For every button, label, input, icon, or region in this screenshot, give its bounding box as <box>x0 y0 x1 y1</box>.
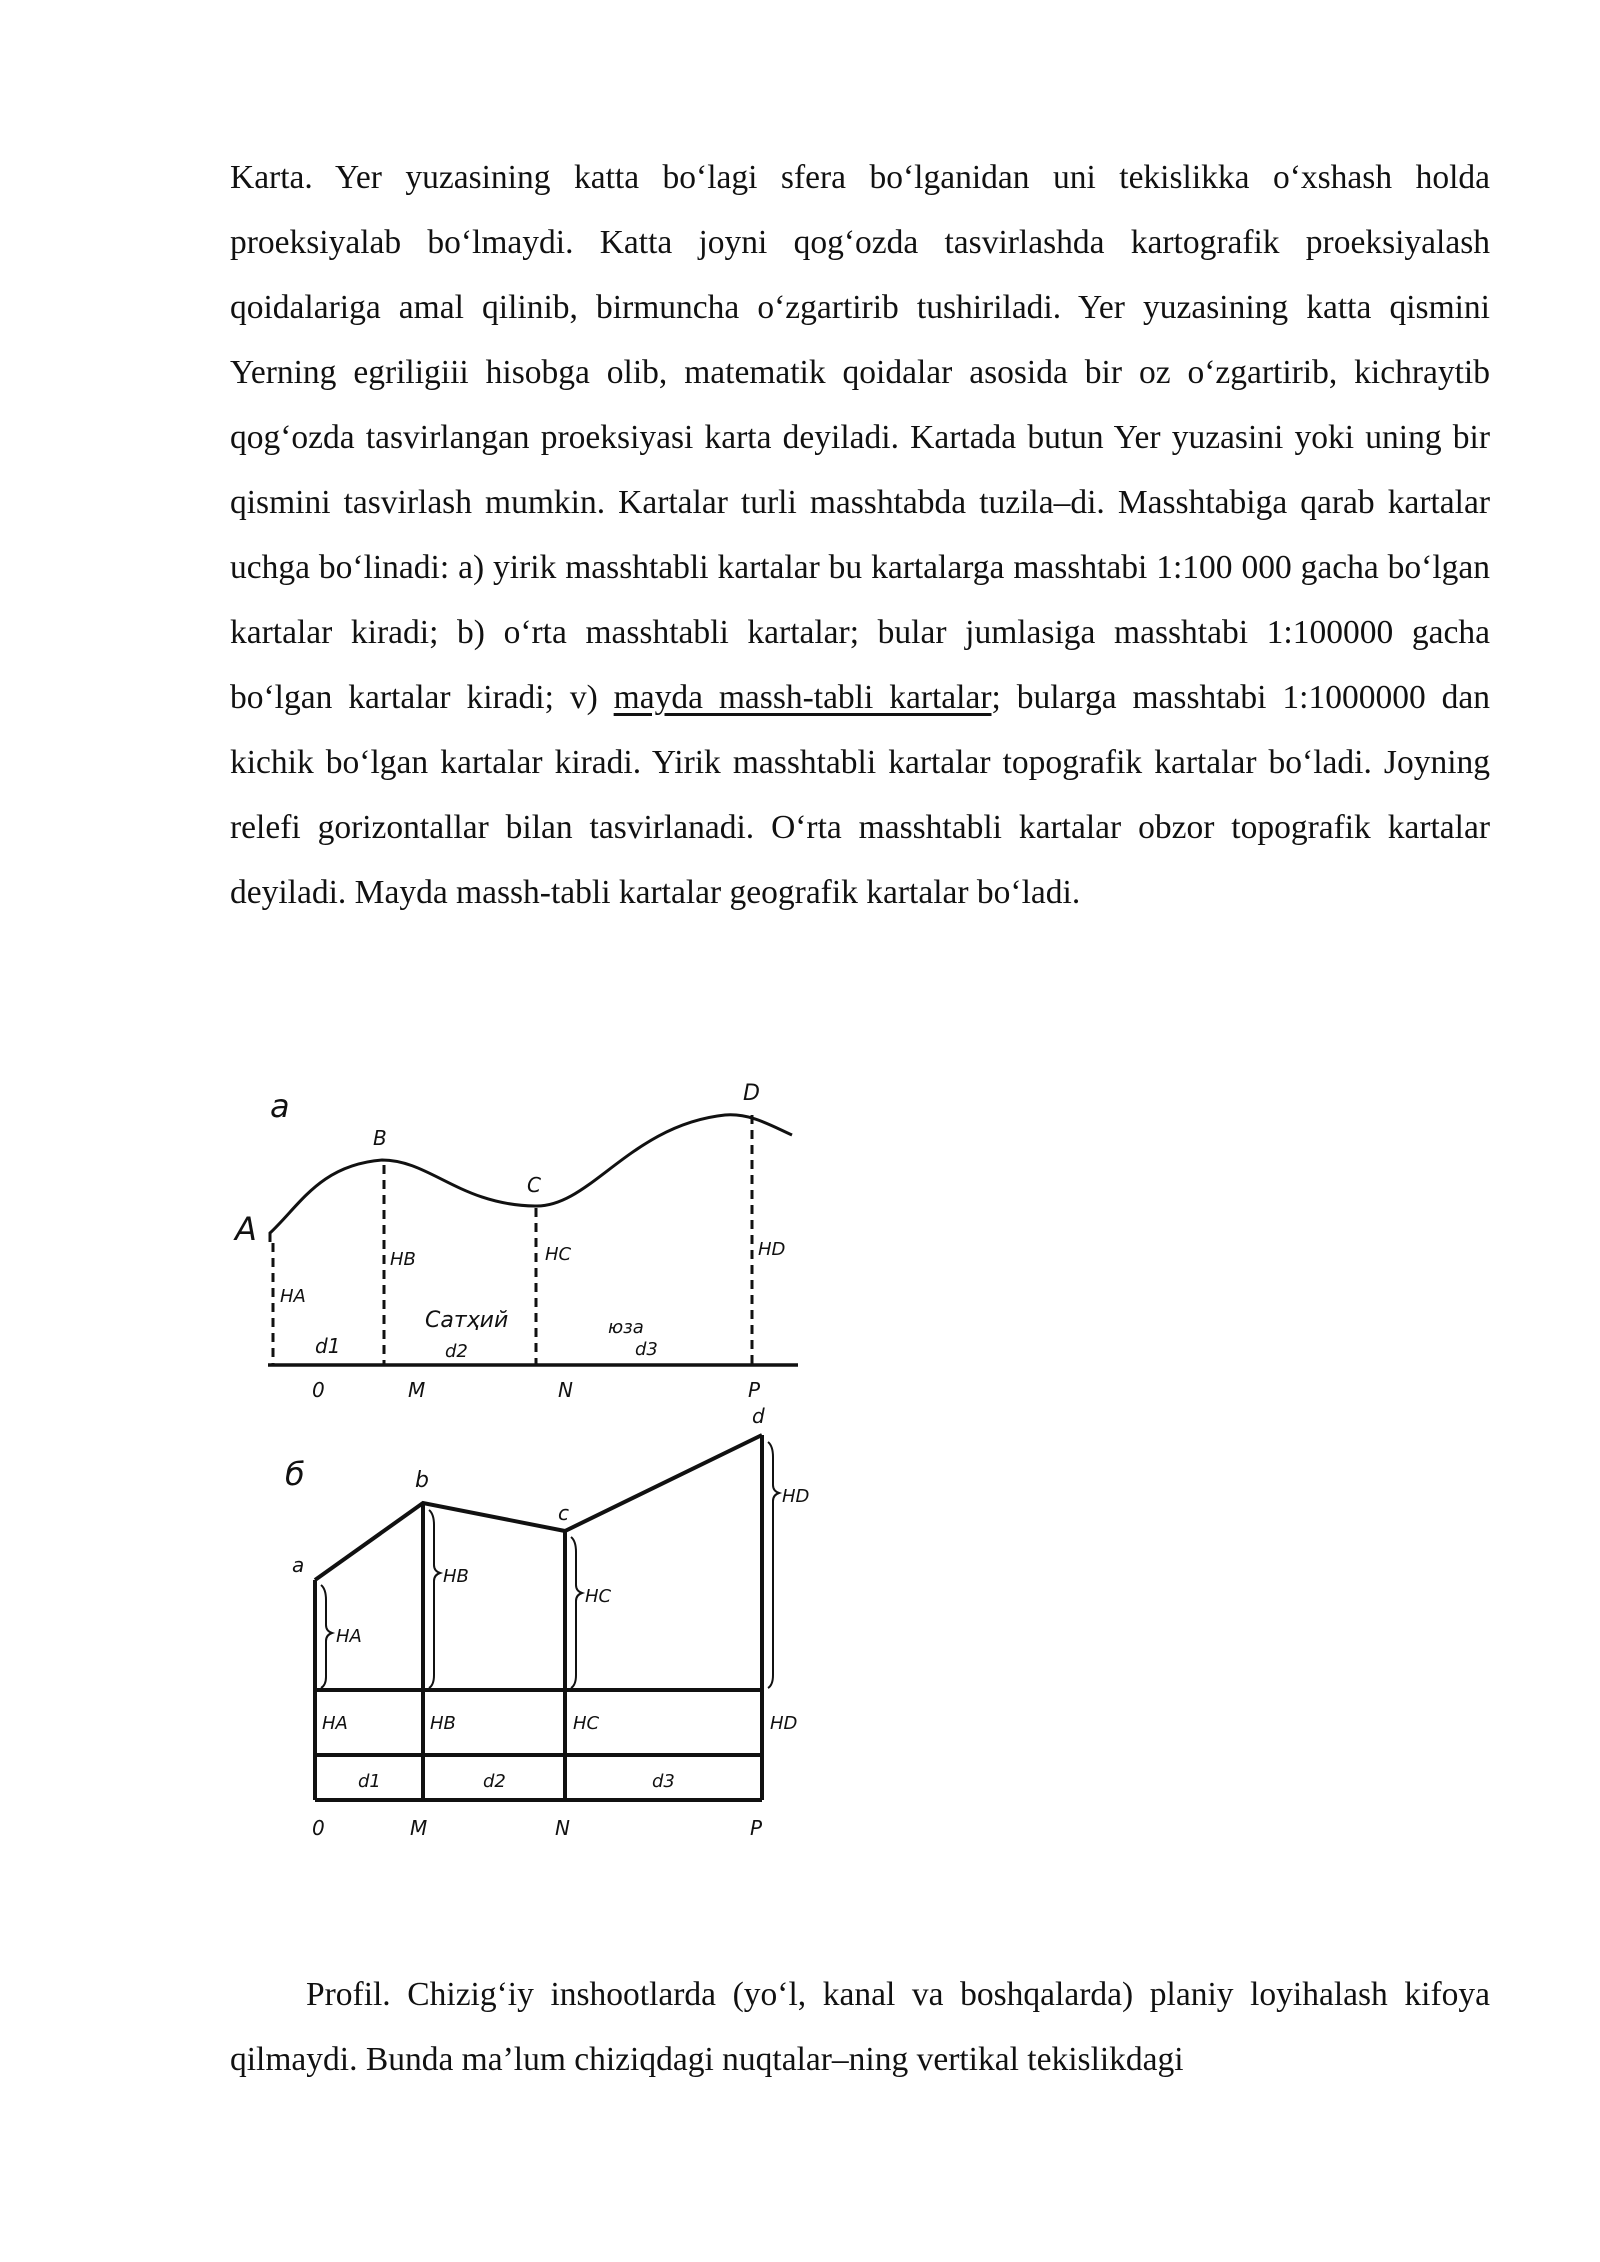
point-d-label: D <box>743 1081 760 1106</box>
distance-d3-label: d3 <box>635 1339 658 1360</box>
distance-b-d2: d2 <box>483 1771 506 1792</box>
height-ha-label: HA <box>280 1286 306 1307</box>
panel-a <box>268 1115 798 1365</box>
panel-b <box>315 1435 779 1800</box>
point-b-b-label: b <box>415 1468 429 1493</box>
height-b-hc-lower: HC <box>573 1713 600 1734</box>
height-b-ha-upper: HA <box>336 1626 362 1647</box>
panel-a-label: a <box>270 1087 290 1125</box>
distance-b-d1: d1 <box>358 1771 381 1792</box>
height-b-hb-upper: HB <box>443 1566 469 1587</box>
base-b-m-label: M <box>410 1816 428 1840</box>
paragraph-karta <box>230 145 1490 925</box>
surface-text-2: юза <box>608 1317 644 1338</box>
height-b-hd-lower: HD <box>770 1713 798 1734</box>
base-n-label: N <box>558 1378 573 1402</box>
brace-hb <box>429 1510 440 1688</box>
point-a-label: A <box>235 1210 257 1248</box>
height-b-hc-upper: HC <box>585 1586 612 1607</box>
base-m-label: M <box>408 1378 426 1402</box>
height-b-ha-lower: HA <box>322 1713 348 1734</box>
distance-b-d3: d3 <box>652 1771 675 1792</box>
height-hc-label: HC <box>545 1244 572 1265</box>
base-b-0-label: 0 <box>312 1816 325 1840</box>
brace-hc <box>571 1537 582 1688</box>
base-0-label: 0 <box>312 1378 325 1402</box>
profile-figure <box>230 1065 830 1905</box>
height-b-hd-upper: HD <box>782 1486 810 1507</box>
base-b-n-label: N <box>555 1816 570 1840</box>
point-b-a-label: a <box>292 1553 305 1577</box>
point-c-label: C <box>527 1173 541 1197</box>
paragraph-profil: Profil. Chizig‘iy inshootlarda (yo‘l, kanal va boshqalarda) planiy loyihalash kifoya qilmaydi. Bunda ma’lum chiziqdagi nuqtalar–ning vertikal tekislikdagi <box>230 1976 1490 2078</box>
profile-diagram <box>230 1065 830 1905</box>
point-b-label: B <box>373 1126 387 1150</box>
base-b-p-label: P <box>750 1816 763 1840</box>
surface-text-1: Сатҳий <box>425 1308 509 1333</box>
distance-d1-label: d1 <box>315 1334 341 1358</box>
height-b-hb-lower: HB <box>430 1713 456 1734</box>
paragraph-karta-text-start: Karta. Yer yuzasining katta bo‘lagi sfera bo‘lganidan uni tekislikka o‘xshash holda proeksiyalab bo‘lmaydi. Katta joyni qog‘ozda tasvirlashda kartografik proeksiyalash qoidalariga amal qilinib, birmuncha o‘zgartirib tushiriladi. Yer yuzasining katta qismini Yerning egriligiii hisobga olib, matematik qoidalar asosida bir oz o‘zgartirib, kichraytib qog‘ozda tasvirlangan proeksiyasi karta deyiladi. Kartada butun Yer yuzasini yoki uning bir qismini tasvirlash mumkin. Kartalar turli masshtabda tuzila–di. Masshtabiga qarab kartalar uchga bo‘linadi: a) yirik masshtabli kartalar bu kartalarga masshtabi 1:100 000 gacha bo‘lgan kartalar kiradi; b) o‘rta masshtabli kartalar; bular jumlasiga masshtabi 1:100000 gacha bo‘lgan kartalar kiradi; v) <box>230 159 1490 716</box>
point-b-c-label: c <box>558 1501 569 1525</box>
point-b-d-label: d <box>752 1404 765 1428</box>
panel-b-label: б <box>285 1455 305 1493</box>
paragraph-karta-text-end: ; bularga masshtabi 1:1000000 dan kichik bo‘lgan kartalar kiradi. Yirik masshtabli kartalar topografik kartalar bo‘ladi. Joyning relefi gorizontallar bilan tasvirlanadi. O‘rta masshtabli kartalar obzor topografik kartalar deyiladi. Mayda massh-tabli kartalar geografik kartalar bo‘ladi. <box>230 679 1490 911</box>
distance-d2-label: d2 <box>445 1341 468 1362</box>
brace-ha <box>321 1585 332 1688</box>
height-hd-label: HD <box>758 1239 786 1260</box>
brace-hd <box>768 1442 779 1688</box>
height-hb-label: HB <box>390 1249 416 1270</box>
underlined-phrase: mayda massh-tabli kartalar <box>613 679 992 716</box>
base-p-label: P <box>748 1378 761 1402</box>
profile-line <box>315 1435 762 1580</box>
